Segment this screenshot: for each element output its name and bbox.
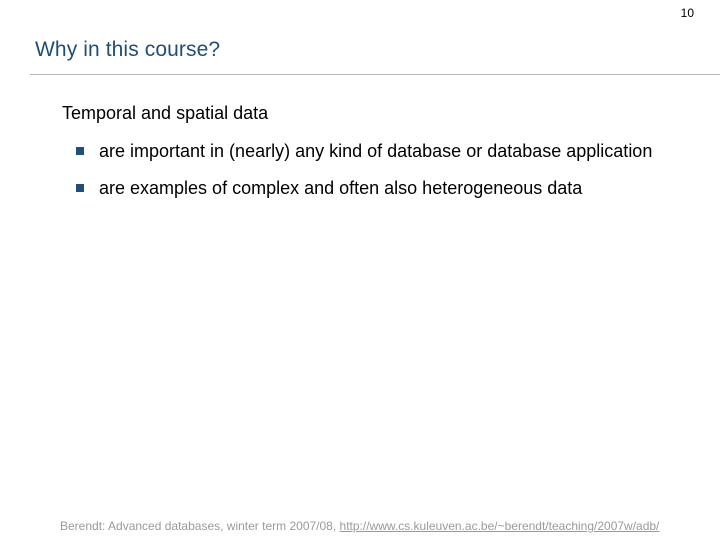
square-bullet-icon [76, 184, 84, 192]
square-bullet-icon [76, 147, 84, 155]
section-heading: Temporal and spatial data [62, 103, 269, 123]
bullet-text: are important in (nearly) any kind of database or database application [99, 141, 653, 161]
slide-title: Why in this course? [35, 38, 221, 61]
bullet-list [76, 140, 676, 214]
title-divider [30, 74, 720, 75]
bullet-item [76, 140, 676, 163]
page-number: 10 [680, 6, 694, 20]
footer-text: Berendt: Advanced databases, winter term 2007/08, [60, 519, 340, 533]
bullet-item [76, 177, 676, 200]
footer [60, 519, 659, 533]
bullet-text: are examples of complex and often also heterogeneous data [99, 178, 583, 198]
course-url-link[interactable]: http://www.cs.kuleuven.ac.be/~berendt/teaching/2007w/adb/ [339, 519, 660, 533]
